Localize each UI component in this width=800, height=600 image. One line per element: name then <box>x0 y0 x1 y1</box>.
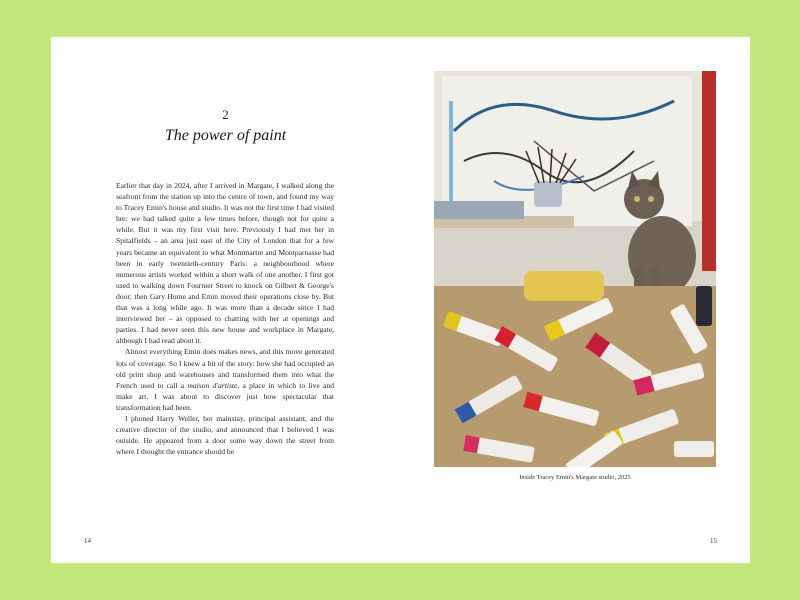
right-page <box>400 37 750 563</box>
chapter-title: The power of paint <box>164 127 287 144</box>
left-page <box>51 37 400 563</box>
page-number-left: 14 <box>84 537 91 545</box>
body-text <box>116 180 334 457</box>
paragraph-3: I phoned Harry Weller, her mainstay, principal assistant, and the creative director of the studio, and announced that I believed I was outside. He appeared from a door some way down the street from where I thought the entrance should be <box>116 413 334 457</box>
photo-caption: Inside Tracey Emin's Margate studio, 2025 <box>519 474 631 481</box>
studio-photo <box>434 71 716 467</box>
book-spread <box>51 37 750 563</box>
page-number-right: 15 <box>710 537 717 545</box>
paragraph-1: Earlier that day in 2024, after I arrived in Margate, I walked along the seafront from the station up into the centre of town, and found my way to Tracey Emin's house and studio. It was not the first time I had visited her: we had talked quite a few times before, though not for quite a while. But it was my first visit here. Previously I had met her in Spitalfields – an area just east of the City of London that for a few years became an equivalent to what Montmartre and Montparnasse had been in early twentieth-century Paris: a neighbourhood where numerous artists worked within a short walk of one another. I first got used to walking down Fournier Street to knock on Gilbert & George's door; then Gary Hume and Emin moved their operations close by. But that was a long while ago. It was more than a decade since I had interviewed her – as opposed to chatting with her at openings and parties. I had never seen this new house and workplace in Margate, although I had read about it. <box>116 181 334 346</box>
paragraph-2: Almost everything Emin does makes news, and this move generated lots of coverage. So I knew a bit of the story: how she had occupied an old print shop and warehouses and transformed them into what the French used to call a maison d'artiste, a place in which to live and make art. I was about to discover just how spectacular that transformation had been. <box>116 347 334 412</box>
chapter-number: 2 <box>222 107 229 122</box>
